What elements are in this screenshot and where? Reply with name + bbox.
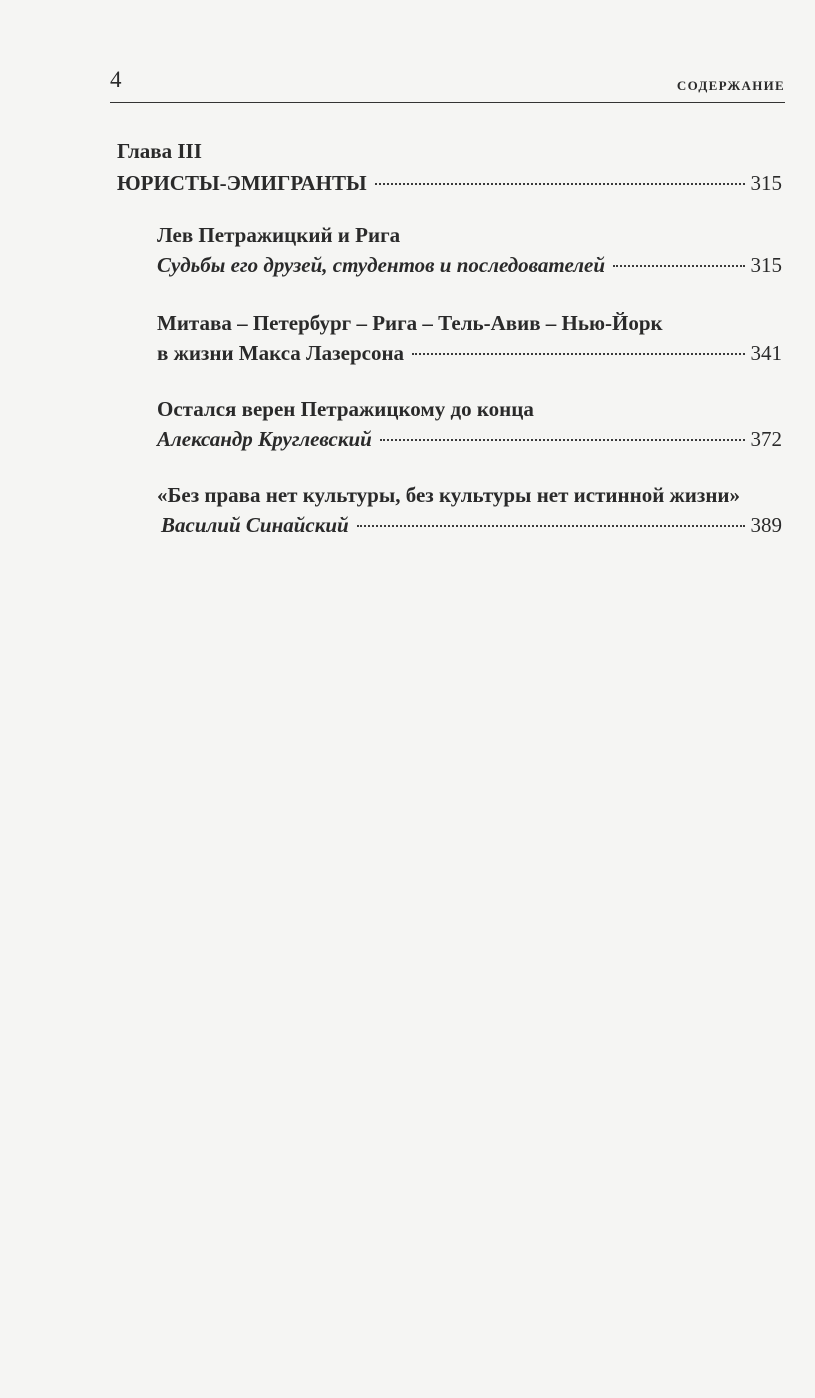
page-header	[110, 66, 785, 102]
running-title: СОДЕРЖАНИЕ	[676, 78, 785, 93]
entry-subtitle-line	[157, 340, 782, 366]
toc-entry-chapter[interactable]	[117, 170, 782, 196]
entry-title: Остался верен Петражицкому до конца	[157, 397, 534, 421]
entry-title: «Без права нет культуры, без культуры нет истинной жизни»	[157, 483, 741, 507]
entry-subtitle-line	[157, 512, 782, 538]
chapter-heading-block	[117, 138, 782, 196]
dot-leader	[380, 439, 745, 441]
chapter-page-number: 315	[750, 171, 782, 195]
entry-page-number: 315	[750, 253, 782, 277]
entry-subtitle: Василий Синайский	[161, 513, 349, 537]
page-number: 4	[110, 67, 122, 92]
entry-title: Митава – Петербург – Рига – Тель-Авив – Нью-Йорк	[157, 311, 663, 335]
chapter-title: ЮРИСТЫ-ЭМИГРАНТЫ	[117, 171, 367, 195]
toc-entry[interactable]	[157, 482, 782, 538]
entry-subtitle-line	[157, 426, 782, 452]
chapter-label: Глава III	[117, 139, 202, 163]
entry-page-number: 389	[750, 513, 782, 537]
entry-title: Лев Петражицкий и Рига	[157, 223, 401, 247]
dot-leader	[613, 265, 744, 267]
dot-leader	[375, 183, 745, 185]
toc-entry[interactable]	[157, 396, 782, 452]
entry-page-number: 372	[750, 427, 782, 451]
entry-page-number: 341	[750, 341, 782, 365]
entry-subtitle: в жизни Макса Лазерсона	[157, 341, 405, 365]
dot-leader	[412, 353, 744, 355]
entry-subtitle: Александр Круглевский	[157, 427, 372, 451]
toc-entry[interactable]	[157, 222, 782, 278]
dot-leader	[357, 525, 745, 527]
entry-subtitle-line	[157, 252, 782, 278]
header-rule	[110, 102, 785, 103]
toc-entry[interactable]	[157, 310, 782, 366]
entry-subtitle: Судьбы его друзей, студентов и последователей	[157, 253, 606, 277]
